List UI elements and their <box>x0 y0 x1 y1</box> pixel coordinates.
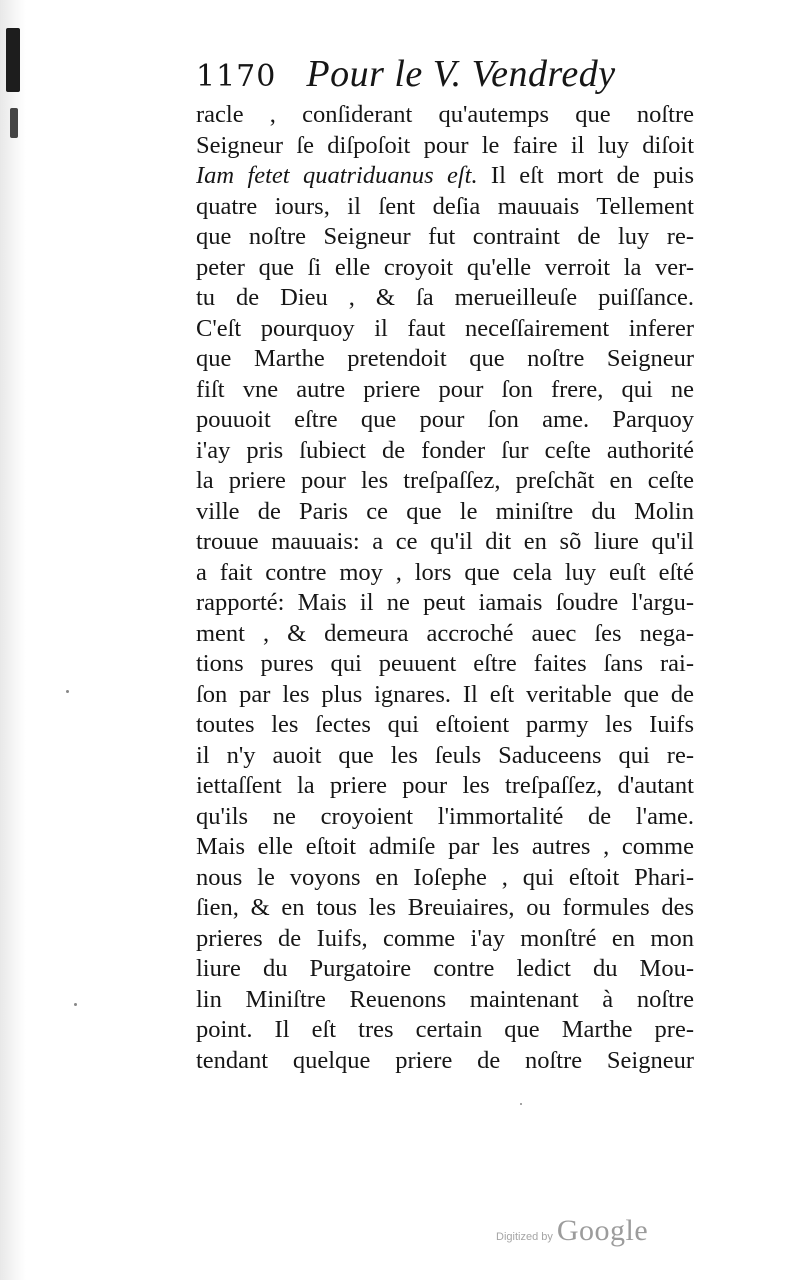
text-line: rapporté: Mais il ne peut iamais ſoudre l'argu- <box>196 589 694 616</box>
watermark-prefix: Digitized by <box>496 1231 553 1243</box>
text-line: il n'y auoit que les ſeuls Saduceens qui re- <box>196 741 694 769</box>
text-line: C'eſt pourquoy il faut neceſſairement inferer <box>196 314 694 342</box>
ink-speck <box>520 1103 522 1105</box>
binding-mark <box>6 28 20 92</box>
latin-quotation: Iam fetet quatriduanus eſt. <box>196 162 478 189</box>
text-line: quatre iours, il ſent deſia mauuais Tellement <box>196 192 694 220</box>
text-line: lin Miniſtre Reuenons maintenant à noſtre <box>196 985 694 1013</box>
binding-mark-small <box>10 108 18 138</box>
text-line: ſien, & en tous les Breuiaires, ou formules des <box>196 894 694 921</box>
text-line: point. Il eſt tres certain que Marthe pre- <box>196 1016 694 1043</box>
line-continuation: Il eſt mort de puis <box>477 162 694 189</box>
text-line: liure du Purgatoire contre ledict du Mou- <box>196 955 694 982</box>
text-line: i'ay pris ſubiect de fonder ſur ceſte authorité <box>196 436 694 464</box>
text-line: que Marthe pretendoit que noſtre Seigneur <box>196 345 694 372</box>
text-line: a fait contre moy , lors que cela luy euſt eſté <box>196 558 694 586</box>
text-line: trouue mauuais: a ce qu'il dit en sõ liure qu'il <box>196 528 694 555</box>
text-line: prieres de Iuifs, comme i'ay monſtré en mon <box>196 924 694 952</box>
running-title: Pour le V. Vendredy <box>306 53 616 95</box>
page-number: 1170 <box>196 59 277 94</box>
text-line: iettaſſent la priere pour les treſpaſſez, d'autant <box>196 772 694 799</box>
text-line: qu'ils ne croyoient l'immortalité de l'ame. <box>196 802 694 830</box>
text-line: Seigneur ſe diſpoſoit pour le faire il luy diſoit <box>196 131 694 159</box>
text-line: fiſt vne autre priere pour ſon frere, qui ne <box>196 375 694 403</box>
text-line: que noſtre Seigneur fut contraint de luy re- <box>196 223 694 250</box>
text-line <box>196 161 694 192</box>
text-line: Mais elle eſtoit admiſe par les autres , comme <box>196 833 694 860</box>
text-line: toutes les ſectes qui eſtoient parmy les Iuifs <box>196 711 694 738</box>
text-line: tions pures qui peuuent eſtre faites ſans rai- <box>196 650 694 677</box>
ink-speck <box>66 690 69 693</box>
text-line: la priere pour les treſpaſſez, preſchãt en ceſte <box>196 467 694 494</box>
text-line: tu de Dieu , & ſa merueilleuſe puiſſance. <box>196 284 694 311</box>
text-line: peter que ſi elle croyoit qu'elle verroit la ver- <box>196 253 694 281</box>
binding-edge <box>0 0 26 1280</box>
text-line: nous le voyons en Ioſephe , qui eſtoit Phari- <box>196 863 694 891</box>
text-line: ſon par les plus ignares. Il eſt veritable que de <box>196 680 694 708</box>
text-line: ville de Paris ce que le miniſtre du Molin <box>196 497 694 525</box>
ink-speck <box>74 1003 77 1006</box>
text-line: pouuoit eſtre que pour ſon ame. Parquoy <box>196 406 694 433</box>
text-line: ment , & demeura accroché auec ſes nega- <box>196 619 694 647</box>
digitization-watermark <box>496 1214 648 1248</box>
watermark-brand: Google <box>556 1214 649 1247</box>
body-text <box>196 100 694 1076</box>
page-header <box>196 52 696 96</box>
text-line: racle , conſiderant qu'autemps que noſtre <box>196 101 694 128</box>
text-line: tendant quelque priere de noſtre Seigneur <box>196 1046 694 1074</box>
